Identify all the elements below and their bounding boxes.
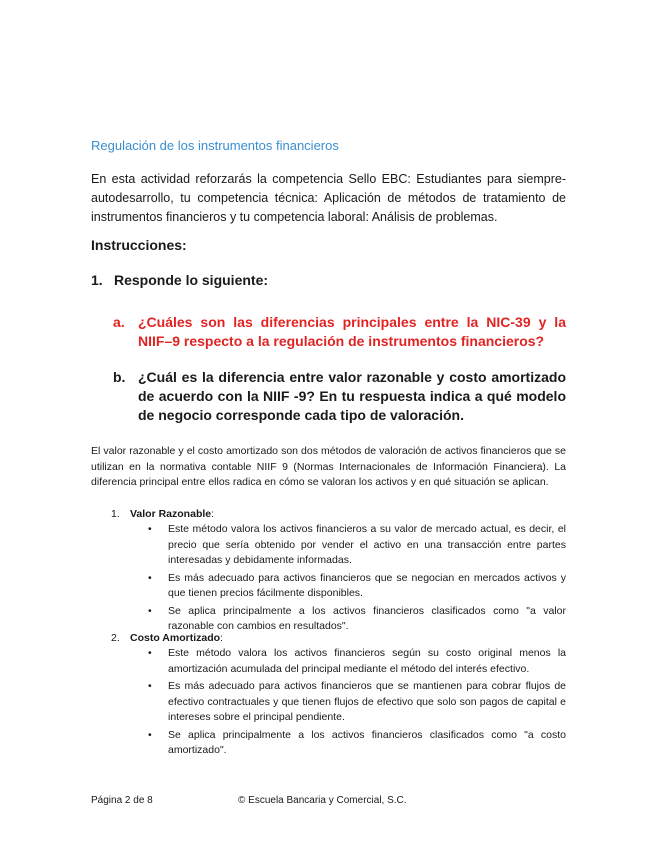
- list-item-text: Es más adecuado para activos financieros que se negocian en mercados activos y que tienen precios fácilmente disponibles.: [168, 571, 566, 599]
- question-1-number: 1.: [91, 272, 103, 288]
- question-b: [113, 368, 566, 425]
- bullet-icon: •: [148, 647, 152, 659]
- section-2-heading: [111, 632, 223, 644]
- question-1-text: Responde lo siguiente:: [114, 272, 269, 288]
- question-1: [91, 272, 268, 288]
- list-item-text: Este método valora los activos financieros a su valor de mercado actual, es decir, el precio que sería obtenido por vender el activo en una transacción entre partes interesadas y debidamente informadas.: [168, 523, 566, 566]
- bullet-icon: •: [148, 571, 152, 584]
- page-number: Página 2 de 8: [91, 795, 153, 806]
- question-b-marker: b.: [113, 369, 126, 385]
- bullet-icon: •: [148, 680, 152, 692]
- question-a: [113, 313, 566, 351]
- list-item: [148, 522, 566, 569]
- section-1-bullets: [148, 522, 566, 637]
- bullet-icon: •: [148, 523, 152, 535]
- instructions-title: Instrucciones:: [91, 237, 187, 253]
- section-1-title: Valor Razonable: [130, 508, 212, 520]
- section-1-heading: [111, 508, 214, 520]
- section-2-bullets: [148, 646, 566, 761]
- list-item-text: Se aplica principalmente a los activos financieros clasificados como "a valor razonable con cambios en resultados".: [168, 604, 566, 632]
- question-a-marker: a.: [113, 314, 125, 330]
- list-item: [148, 728, 566, 759]
- bullet-icon: •: [148, 728, 152, 741]
- question-b-text: ¿Cuál es la diferencia entre valor razonable y costo amortizado de acuerdo con la NIIF -9? En tu respuesta indica a qué modelo de negocio corresponde cada tipo de valoración.: [138, 369, 566, 423]
- section-heading: Regulación de los instrumentos financieros: [91, 138, 339, 153]
- section-2-number: 2.: [111, 632, 120, 644]
- intro-paragraph: En esta actividad reforzarás la competencia Sello EBC: Estudiantes para siempre-autodesarrollo, tu competencia técnica: Aplicación de métodos de tratamiento de instrumentos financieros y tu competencia laboral: Análisis de problemas.: [91, 172, 566, 224]
- section-2-title: Costo Amortizado: [130, 632, 221, 644]
- section-1-number: 1.: [111, 508, 120, 520]
- section-1-colon: :: [211, 508, 215, 520]
- answer-paragraph: El valor razonable y el costo amortizado son dos métodos de valoración de activos financieros que se utilizan en la normativa contable NIIF 9 (Normas Internacionales de Información Financiera). La diferencia principal entre ellos radica en cómo se valoran los activos y en qué situación se aplican.: [91, 445, 566, 488]
- list-item: [148, 571, 566, 602]
- question-a-text: ¿Cuáles son las diferencias principales entre la NIC-39 y la NIIF–9 respecto a la regulación de instrumentos financieros?: [138, 314, 566, 349]
- section-2-colon: :: [220, 632, 223, 644]
- list-item: [148, 604, 566, 635]
- list-item-text: Es más adecuado para activos financieros que se mantienen para cobrar flujos de efectivo contractuales y que tienen flujos de efectivo que solo son pagos de capital e intereses sobre el principal pendiente.: [168, 680, 566, 723]
- list-item-text: Se aplica principalmente a los activos financieros clasificados como "a costo amortizado".: [168, 728, 566, 756]
- list-item-text: Este método valora los activos financieros según su costo original menos la amortización acumulada del principal mediante el método del interés efectivo.: [168, 647, 566, 675]
- copyright: © Escuela Bancaria y Comercial, S.C.: [238, 795, 407, 806]
- bullet-icon: •: [148, 604, 152, 617]
- list-item: [148, 679, 566, 726]
- list-item: [148, 646, 566, 677]
